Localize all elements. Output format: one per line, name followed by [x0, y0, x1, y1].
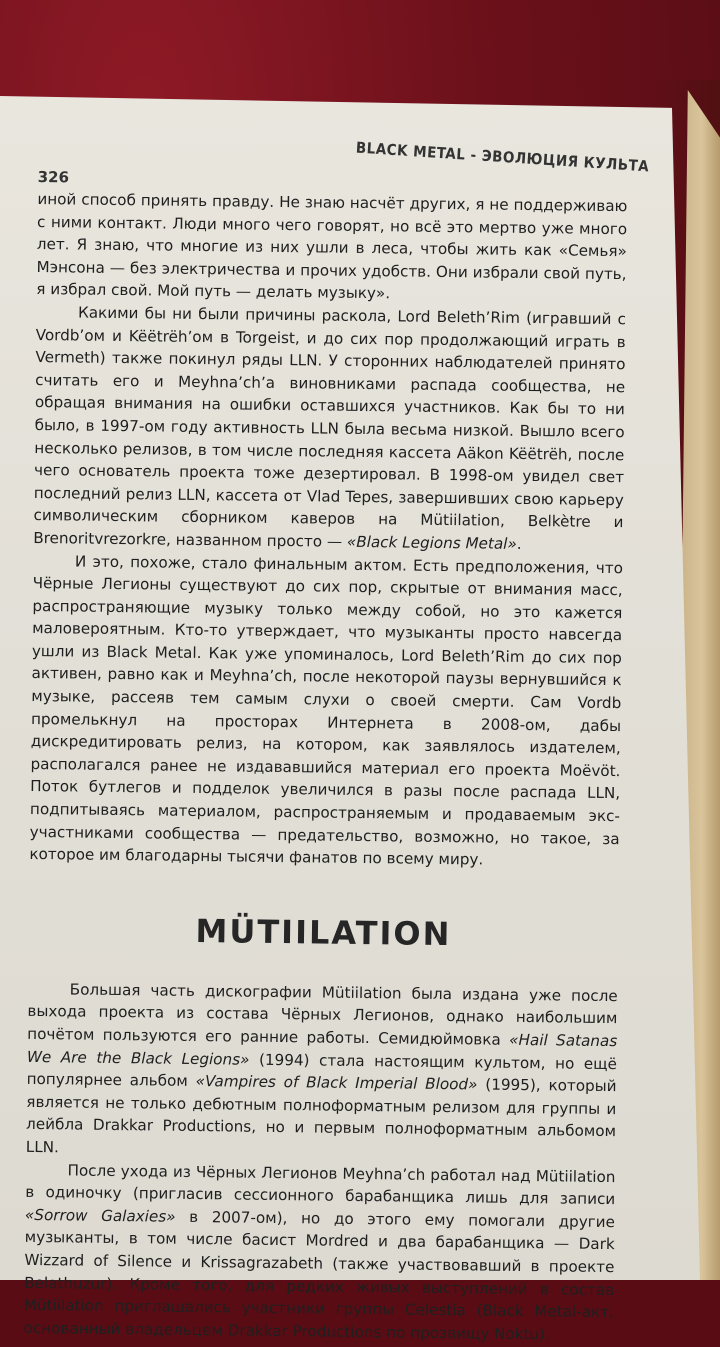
italic-title: «Vampires of Black Imperial Blood»	[195, 1072, 478, 1094]
running-title: BLACK METAL - ЭВОЛЮЦИЯ КУЛЬТА	[355, 138, 650, 176]
paragraph-text: И это, похоже, стало финальным актом. Есть предположения, что Чёрные Легионы существуют до сих пор, скрытые от внимания масс, распространяющие музыку только между собой, но это кажется маловероятным. Кто-то утверждает, что музыканты просто навсегда ушли из Black Metal. Как уже упоминалось, Lord Beleth’Rim до сих пор активен, равно как и Meyhna’ch, после некоторой паузы вернувшийся к музыке, рассеяв тем самым слухи о своей смерти. Сам Vordb промелькнул на просторах Интернета в 2008-ом, дабы дискредитировать релиз, на котором, как заявлялось издателем, располагался ранее не издававшийся материал его проекта Moëvöt. Поток бутлегов и подделок увеличился в разы после распада LLN, подпитываясь материалом, распространяемым и продаваемым экс-участниками сообщества — предательство, возможно, но такое, за которое им благодарны тысячи фанатов по всему миру.	[29, 551, 624, 869]
paragraph-text: После ухода из Чёрных Легионов Meyhna’ch работал над Mütiilation в одиночку (пригласив сессионного барабанщика лишь для записи	[25, 1161, 616, 1209]
paragraph	[23, 1158, 615, 1346]
paragraph-text: Какими бы ни были причины раскола, Lord Beleth’Rim (игравший с Vordb’ом и Këëtrëh’ом в Torgeist, и до сих пор продолжающий играть в Vermeth) также покинул ряды LLN. У сторонних наблюдателей принято считать его и Meyhna’ch’a виновниками распада сообщества, не обращая внимания на ошибки оставшихся участников. Как бы то ни было, в 1997-ом году активность LLN была весьма низкой. Вышло всего несколько релизов, в том числе последняя кассета Aäkon Këëtrëh, после чего основатель проекта тоже дезертировал. В 1998-ом увидел свет последний релиз LLN, кассета от Vlad Tepes, завершивших свою карьеру символическим сборником каверов на Mütiilation, Belkètre и Brenoritvrezorkre, названном просто —	[33, 303, 627, 551]
paragraph	[26, 978, 618, 1166]
paragraph-text: Большая часть дискографии Mütiilation была издана уже после выхода проекта из состава Чёрных Легионов, однако наибольшим почётом пользуются его ранние работы. Семидюймовка	[27, 980, 618, 1049]
paragraph-text: иной способ принять правду. Не знаю насчёт других, я не поддерживаю с ними контакт. Люди много чего говорят, но всё это мертво уже много лет. Я знаю, что многие из них ушли в леса, чтобы жить как «Семья» Мэнсона — без электричества и прочих удобств. Они избрали свой путь, я избрал свой. Мой путь — делать музыку».	[36, 189, 628, 303]
paragraph	[33, 301, 626, 557]
body-text-bottom	[23, 978, 617, 1347]
italic-title: «Hail Satanas We Are the Black Legions»	[26, 1030, 618, 1069]
paragraph-text: (1995), который является не только дебютным полноформатным релизом для группы и лейбла Drakkar Productions, но и первым полноформатным альбомом LLN.	[25, 1075, 617, 1157]
italic-title: «Black Legions Metal»	[346, 532, 517, 553]
paragraph	[29, 549, 623, 872]
section-title: MÜTIILATION	[195, 911, 452, 953]
body-text-top	[29, 188, 627, 873]
page-number: 326	[37, 167, 70, 187]
paragraph-text: (1994) стала настоящим культом, но ещё популярнее альбом	[26, 1050, 617, 1091]
page-header	[37, 138, 650, 187]
paragraph	[36, 188, 627, 308]
page-content	[23, 138, 650, 1346]
paragraph-text: в 2007-ом), но до этого ему помогали другие музыканты, в том числе басист Mordred и два барабанщика — Dark Wizzard of Silence и Krissagrazabeth (также участвовавший в проекте Belathuzur). Кроме того, для редких живых выступлений в состав Mütiilation приглашались участники группы Celestia (Black Metal-акт, основанный владельцем Drakkar Productions по прозвищу Noktu).	[23, 1207, 616, 1344]
paragraph-text: .	[516, 534, 522, 553]
italic-title: «Sorrow Galaxies»	[24, 1205, 176, 1226]
